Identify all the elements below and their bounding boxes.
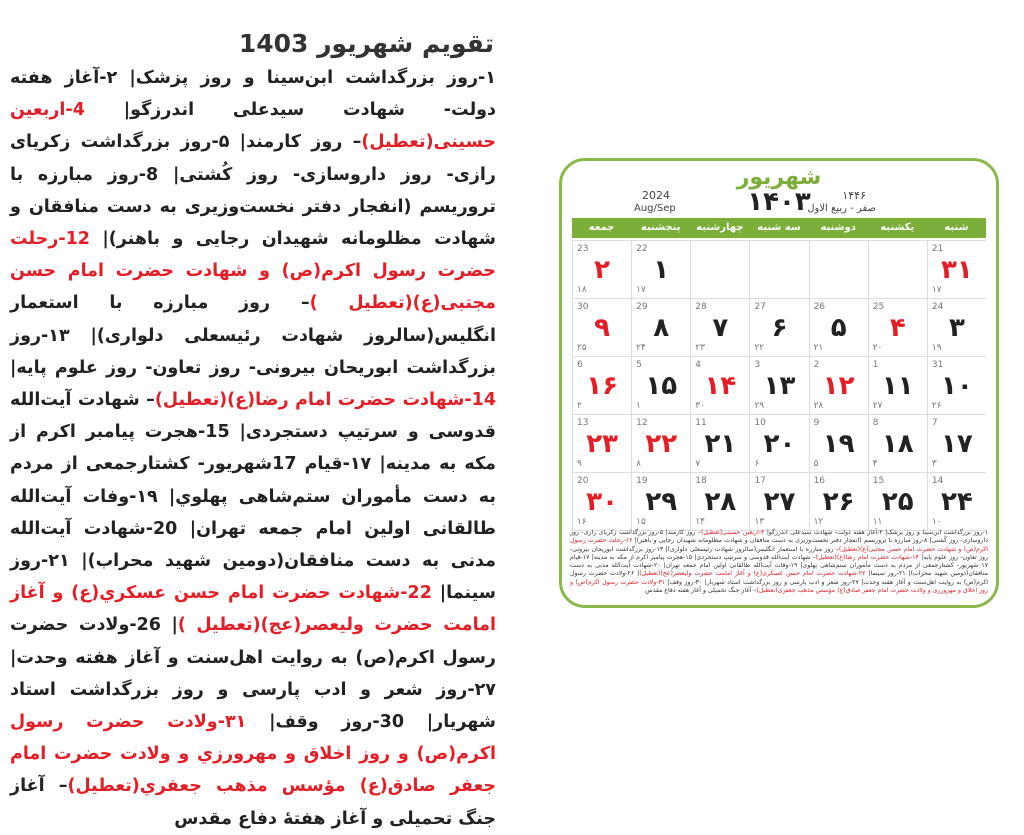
calendar-events-text [570,529,988,599]
gregorian-day-number: 7 [931,418,938,428]
day-cell [868,299,927,357]
weekday-label: دوشنبه [820,222,856,233]
solar-day-number: ۵ [830,313,847,343]
calendar-grid [572,240,986,531]
event-segment: ۱۲-رحلت حضرت رسول اکرم(ص) و شهادت حضرت امام حسن مجتبی(ع)(تعطیل) [570,537,988,553]
solar-day-number: ۳۰ [586,487,618,517]
day-cell [927,299,986,357]
day-cell [631,299,690,357]
paragraph-segment: ۱-روز بزرگداشت ابن‌سینا و روز پزشک| ۲-آغاز هفته دولت- شهادت سیدعلی اندرزگو| [10,68,496,121]
solar-day-number: ۱۹ [822,429,855,459]
calendar-month-name: شهریور [736,165,822,190]
day-cell [749,473,808,531]
gregorian-day-number: 22 [636,244,648,254]
solar-day-number: ۲۷ [763,487,796,517]
hijri-day-number: ۱۹ [931,343,942,353]
solar-day-number: ۲۶ [822,487,855,517]
paragraph-segment: 4-اربعین حسینی(تعطیل) [10,100,496,153]
solar-day-number: ۲۲ [645,429,678,459]
hijri-day-number: ۱ [636,401,641,411]
paragraph-segment: – شهادت آیت‌الله قدوسی و سرتیپ دستجردی| 15-هجرت پیامبر اکرم از مکه به مدینه| ۱۷-قیام 17شهریور- کشتارجمعی از مردم به دست مأموران ستم‌شاهی پهلوي| ۱۹-وفات آیت‌الله طالقانی اولین امام جمعه تهران| 20-شهادت آیت‌الله مدنی به دست منافقان(دومین شهید محراب)| ۲۱-روز سینما| [10,390,497,604]
gregorian-day-number: 31 [931,360,944,370]
hijri-day-number: ۶ [754,459,760,469]
hijri-months: صفر - ربیع الاول [807,203,876,214]
event-segment: | ۲۶-ولادت حضرت رسول اکرم(ص) به روایت اهل‌سنت و آغاز هفته وحدت| ۲۷-روز شعر و ادب پارسی و روز بزرگداشت استاد شهریار| ۳۰-روز وقف| [570,570,988,586]
solar-day-number: ۶ [771,313,788,343]
hijri-day-number: ۱۲ [813,517,824,527]
event-segment: – آغاز جنگ تحمیلی و آغاز هفته دفاع مقدس [645,587,757,595]
gregorian-day-number: 19 [636,476,648,486]
weekday-label: یکشنبه [880,222,915,233]
day-cell [927,415,986,473]
day-cell [690,241,749,299]
page-title: تقویم شهریور 1403 [238,28,494,58]
event-segment: ۴-اربعین حسینی(تعطیل) [700,529,765,536]
hijri-day-number: ۳ [931,459,937,469]
day-cell [690,473,749,531]
solar-day-number: ۱۶ [586,371,618,401]
weekday-label: سه شنبه [757,222,801,233]
hijri-day-number: ۱۰ [931,517,942,527]
solar-day-number: ۱۱ [881,371,914,401]
event-segment: ۲۲-شهادت حضرت امام حسن عسکری(ع) و آغاز امامت حضرت ولیعصر(عج)(تعطیل) [639,570,866,578]
weekday-label: شنبه [944,222,969,233]
hijri-day-number: ۲۱ [813,343,824,353]
gregorian-day-number: 27 [754,302,766,312]
paragraph-segment: 14-شهادت حضرت امام رضا(ع)(تعطیل) [154,390,496,411]
hijri-day-number: ۱۷ [636,285,646,295]
solar-day-number: ۲۴ [941,487,973,517]
hijri-day-number: ۵ [813,459,819,469]
solar-day-number: ۴ [889,313,906,343]
hijri-day-number: ۲۰ [872,343,883,353]
hijri-day-number: ۴ [872,459,878,469]
event-segment: – روز کارمند| ۵-روز بزرگداشت زکریای رازی- روز داروسازی- روز کُشتی| ۸-روز مبارزه با تروریسم (انفجار دفتر نخست‌وزیری به دست منافقان و شهادت مظلومانه شهیدان رجایی و باهنر)| [570,529,988,545]
day-cell [572,299,631,357]
hijri-year: ۱۴۴۶ [842,189,866,202]
solar-day-number: ۱۷ [941,429,973,459]
hijri-day-number: ۹ [577,459,582,469]
hijri-day-number: ۱۱ [872,517,883,527]
hijri-day-number: ۱۵ [636,517,646,527]
gregorian-day-number: 5 [636,360,642,370]
hijri-day-number: ۱۳ [754,517,765,527]
gregorian-day-number: 1 [872,360,879,370]
solar-day-number: ۱ [653,255,670,285]
hijri-day-number: ۱۴ [695,517,705,527]
gregorian-day-number: 26 [813,302,826,312]
day-cell [868,357,927,415]
gregorian-day-number: 18 [695,476,707,486]
day-cell [809,357,868,415]
day-cell [809,299,868,357]
day-cell [690,357,749,415]
hijri-day-number: ۲۶ [931,401,942,411]
gregorian-day-number: 11 [695,418,707,428]
hijri-day-number: ۸ [636,459,641,469]
hijri-day-number: ۲۹ [754,401,765,411]
solar-year: ۱۴۰۳ [747,187,811,217]
hijri-day-number: ۱۶ [577,517,587,527]
day-cell [631,415,690,473]
event-segment: – شهادت آیت‌الله قدوسی و سرتیپ دستجردی| ۱۵-هجرت پیامبر اکرم از مکه به مدینه| ۱۷-قیام ۱۷ شهریور- کشتارجمعی از مردم به دست مأموران ستم‌شاهی پهلوی| ۱۹-وفات آیت‌الله طالقانی اولین امام جمعه تهران| ۲۰-شهادت آیت‌الله مدنی به دست منافقان(دومین شهید محراب)| ۲۱-روز سینما| [570,553,988,578]
gregorian-day-number: 14 [931,476,944,486]
hijri-day-number: ۱۸ [577,285,587,295]
day-cell [631,241,690,299]
solar-day-number: ۲۱ [704,429,737,459]
gregorian-day-number: 13 [577,418,589,428]
paragraph-segment: ۳۱-ولادت حضرت رسول اکرم(ص) و روز اخلاق و مهرورزي و ولادت حضرت امام جعفر صادق(ع) مؤسس مذهب جعفري(تعطیل) [10,712,496,797]
gregorian-day-number: 9 [813,418,820,428]
solar-day-number: ۱۰ [941,371,973,401]
events-paragraph [10,62,496,835]
solar-day-number: ۱۵ [645,371,678,401]
event-segment: ۳۱-ولادت حضرت رسول اکرم(ص) و روز اخلاق و مهرورزی و ولادت حضرت امام جعفر صادق(ع) مؤسس مذهب جعفری(تعطیل) [570,578,988,595]
gregorian-day-number: 17 [754,476,766,486]
solar-day-number: ۲۳ [586,429,618,459]
gregorian-day-number: 12 [636,418,648,428]
day-cell [572,415,631,473]
day-cell [690,415,749,473]
day-cell [572,473,631,531]
solar-day-number: ۹ [594,313,611,343]
day-cell [631,357,690,415]
hijri-day-number: ۲۷ [872,401,883,411]
hijri-day-number: ۷ [695,459,701,469]
solar-day-number: ۷ [712,313,729,343]
event-segment: ۱-روز بزرگداشت ابن‌سینا و روز پزشک| ۲-آغاز هفته دولت- شهادت سیدعلی اندرزگو| [764,529,989,536]
hijri-day-number: ۳۰ [695,401,705,411]
solar-day-number: ۸ [653,313,670,343]
gregorian-months: Aug/Sep [634,203,676,214]
solar-day-number: ۱۲ [822,371,855,401]
day-cell [749,357,808,415]
day-cell [868,415,927,473]
gregorian-day-number: 28 [695,302,707,312]
day-cell [572,241,631,299]
solar-day-number: ۳ [948,313,965,343]
event-segment: – روز مبارزه با استعمار انگلیس(سالروز شهادت رئیسعلی دلواری)| ۱۳-روز بزرگداشت ابوریحان بیرونی- روز تعاون- روز علوم پایه| [570,545,988,561]
gregorian-year: 2024 [642,189,670,202]
solar-day-number: ۲۰ [763,429,796,459]
gregorian-day-number: 23 [577,244,589,254]
day-cell [749,241,808,299]
hijri-day-number: ۲۵ [577,343,587,353]
gregorian-day-number: 15 [872,476,885,486]
calendar-card [559,158,999,608]
gregorian-day-number: 24 [931,302,944,312]
solar-day-number: ۱۳ [763,371,796,401]
hijri-day-number: ۲۸ [813,401,824,411]
day-cell [749,415,808,473]
weekday-header [572,218,986,238]
day-cell [927,357,986,415]
paragraph-segment: – روز کارمند| ۵-روز بزرگداشت زکریای رازی- روز داروسازی- روز کُشتی| 8-روز مبارزه با تروریسم (انفجار دفتر نخست‌وزیری به دست منافقان و شهادت مظلومانه شهیدان رجایی و باهنر)| [10,132,496,250]
day-cell [690,299,749,357]
hijri-day-number: ۲۳ [695,343,705,353]
day-cell [927,241,986,299]
paragraph-segment: – آغاز جنگ تحمیلی و آغاز هفتهٔ دفاع مقدس [10,776,496,829]
paragraph-segment: 12-رحلت حضرت رسول اکرم(ص) و شهادت حضرت امام حسن مجتبی(ع)(تعطیل ) [10,229,496,314]
gregorian-day-number: 29 [636,302,648,312]
solar-day-number: ۳۱ [941,255,973,285]
hijri-day-number: ۱۷ [931,285,942,295]
solar-day-number: ۱۴ [704,371,737,401]
gregorian-day-number: 21 [931,244,944,254]
hijri-day-number: ۲ [577,401,582,411]
solar-day-number: ۱۸ [881,429,914,459]
paragraph-segment: – روز مبارزه با استعمار انگلیس(سالروز شهادت رئیسعلی دلواری)| ۱۳-روز بزرگداشت ابوریحان بیرونی- روز تعاون- روز علوم پایه| [10,293,496,378]
hijri-day-number: ۲۲ [754,343,765,353]
event-segment: ۱۴-شهادت حضرت امام رضا(ع)(تعطیل) [815,553,919,561]
day-cell [809,415,868,473]
solar-day-number: ۲۵ [881,487,914,517]
gregorian-day-number: 2 [813,360,820,370]
gregorian-day-number: 4 [695,360,702,370]
weekday-label: پنجشنبه [641,222,681,233]
gregorian-day-number: 20 [577,476,589,486]
gregorian-day-number: 10 [754,418,766,428]
hijri-day-number: ۲۴ [636,343,646,353]
day-cell [749,299,808,357]
day-cell [927,473,986,531]
solar-day-number: ۲ [594,255,611,285]
gregorian-day-number: 16 [813,476,826,486]
gregorian-day-number: 25 [872,302,885,312]
paragraph-segment: | 26-ولادت حضرت رسول اکرم(ص) به روایت اهل‌سنت و آغاز هفته وحدت| ۲۷-روز شعر و ادب پارسی و روز بزرگداشت استاد شهریار| 30-روز وقف| [10,615,496,733]
day-cell [809,473,868,531]
solar-day-number: ۲۹ [645,487,678,517]
weekday-label: چهارشنبه [696,222,744,233]
paragraph-segment: 22-شهادت حضرت امام حسن عسكري(ع) و آغاز امامت حضرت وليعصر(عج)(تعطیل ) [10,583,496,636]
day-cell [572,357,631,415]
gregorian-day-number: 3 [754,360,761,370]
gregorian-day-number: 6 [577,360,583,370]
gregorian-day-number: 8 [872,418,879,428]
day-cell [868,241,927,299]
day-cell [631,473,690,531]
gregorian-day-number: 30 [577,302,589,312]
day-cell [809,241,868,299]
solar-day-number: ۲۸ [704,487,737,517]
weekday-label: جمعه [588,222,615,233]
day-cell [868,473,927,531]
